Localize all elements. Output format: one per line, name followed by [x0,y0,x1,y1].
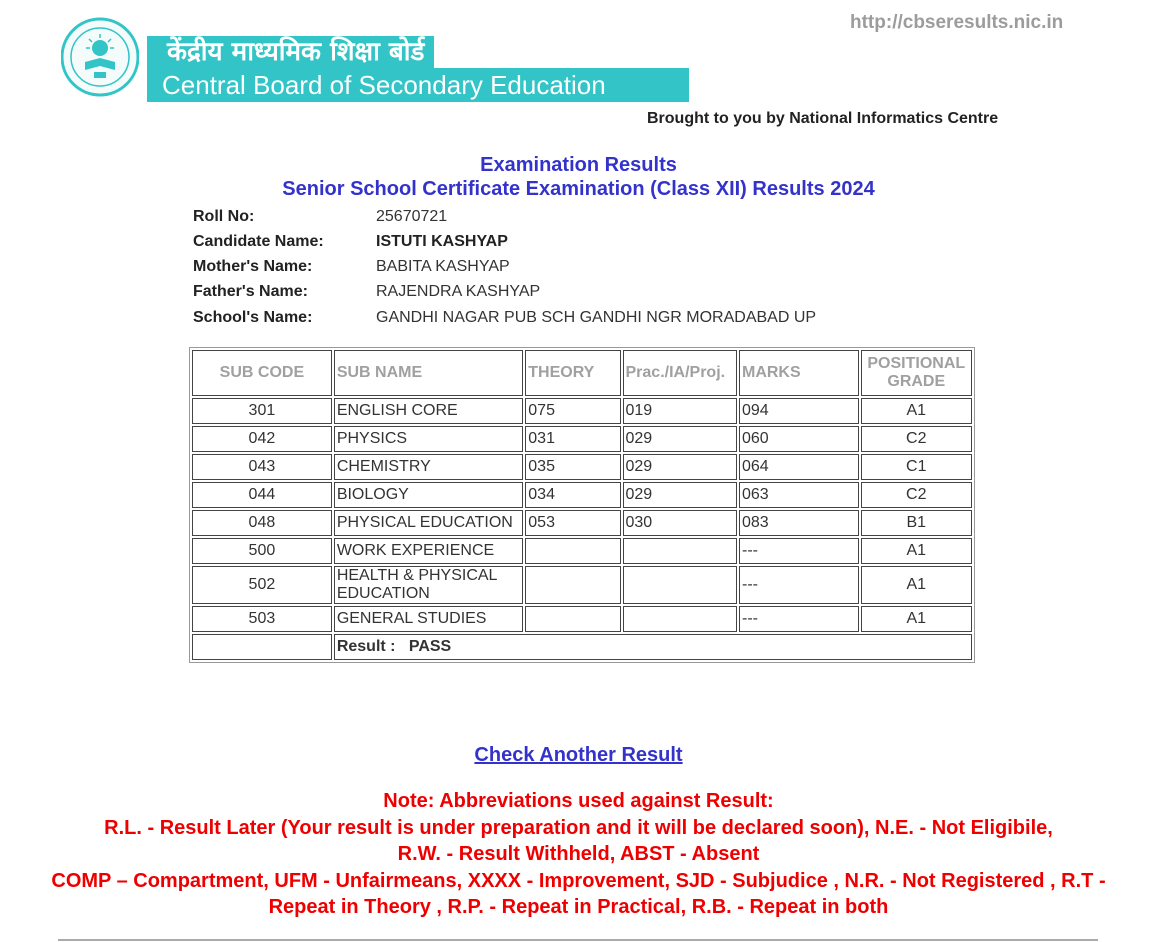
exam-subtitle: Senior School Certificate Examination (Class XII) Results 2024 [282,178,875,200]
empty-cell [192,634,332,660]
grade-cell: C2 [861,426,972,452]
candidate-name-label: Candidate Name: [193,233,324,250]
table-row [192,454,972,480]
sub-name-cell: GENERAL STUDIES [334,606,523,632]
marks-cell: 060 [739,426,859,452]
marks-cell: 094 [739,398,859,424]
theory-cell: 075 [525,398,620,424]
grade-cell: A1 [861,566,972,604]
practical-cell [623,566,737,604]
practical-cell: 029 [623,482,737,508]
practical-cell: 029 [623,454,737,480]
result-label: Result : [336,638,396,655]
candidate-name-value: ISTUTI KASHYAP [376,233,508,250]
grade-cell: A1 [861,606,972,632]
check-another-container [0,744,1157,767]
sub-name-cell: PHYSICS [334,426,523,452]
theory-cell: 034 [525,482,620,508]
cbse-emblem-icon [61,14,139,100]
practical-cell [623,538,737,564]
result-row [192,634,972,660]
header-sub-name: SUB NAME [334,350,523,396]
father-name-value: RAJENDRA KASHYAP [376,283,541,300]
theory-cell [525,566,620,604]
exam-title: Examination Results [480,154,677,176]
sub-name-cell: CHEMISTRY [334,454,523,480]
table-header-row [192,350,972,396]
theory-cell: 035 [525,454,620,480]
table-row [192,398,972,424]
sub-code-cell: 042 [192,426,332,452]
table-row [192,482,972,508]
sub-name-cell: BIOLOGY [334,482,523,508]
grade-cell: A1 [861,538,972,564]
result-value: PASS [408,638,452,655]
divider [58,939,1098,941]
note-line: COMP – Compartment, UFM - Unfairmeans, XXXX - Improvement, SJD - Subjudice , N.R. - Not Registered , R.T - Repeat in Theory , R.P. - Repeat in Practical, R.B. - Repeat in both [51,869,1106,918]
theory-cell [525,538,620,564]
english-title: Central Board of Secondary Education [147,68,689,102]
abbreviations-note [40,788,1117,921]
practical-cell: 019 [623,398,737,424]
marks-cell: --- [739,566,859,604]
marks-cell: 064 [739,454,859,480]
note-line: R.L. - Result Later (Your result is under preparation and it will be declared soon), N.E. - Not Eligibile, [104,816,1053,839]
note-line: Note: Abbreviations used against Result: [383,790,774,812]
sub-code-cell: 502 [192,566,332,604]
brought-by-text: Brought to you by National Informatics Centre [647,110,999,127]
marks-table [189,347,975,663]
father-name-label: Father's Name: [193,283,308,300]
result-cell [334,634,972,660]
sub-name-cell: ENGLISH CORE [334,398,523,424]
sub-code-cell: 043 [192,454,332,480]
grade-cell: C2 [861,482,972,508]
theory-cell [525,606,620,632]
practical-cell: 029 [623,426,737,452]
header-sub-code: SUB CODE [192,350,332,396]
header-marks: MARKS [739,350,859,396]
mother-name-value: BABITA KASHYAP [376,258,510,275]
note-line: R.W. - Result Withheld, ABST - Absent [397,843,760,865]
marks-cell: 083 [739,510,859,536]
site-url: http://cbseresults.nic.in [850,12,1064,33]
grade-cell: B1 [861,510,972,536]
table-row [192,538,972,564]
sub-name-cell: WORK EXPERIENCE [334,538,523,564]
sub-name-cell: PHYSICAL EDUCATION [334,510,523,536]
grade-cell: A1 [861,398,972,424]
school-name-label: School's Name: [193,309,313,326]
school-name-value: GANDHI NAGAR PUB SCH GANDHI NGR MORADABAD UP [376,309,817,326]
sub-code-cell: 301 [192,398,332,424]
header-theory: THEORY [525,350,620,396]
theory-cell: 053 [525,510,620,536]
marks-cell: --- [739,538,859,564]
table-row [192,566,972,604]
check-another-result-link[interactable]: Check Another Result [474,744,683,766]
sub-name-cell: HEALTH & PHYSICAL EDUCATION [334,566,523,604]
table-row [192,606,972,632]
table-row [192,426,972,452]
table-row [192,510,972,536]
practical-cell: 030 [623,510,737,536]
grade-cell: C1 [861,454,972,480]
sub-code-cell: 044 [192,482,332,508]
practical-cell [623,606,737,632]
theory-cell: 031 [525,426,620,452]
roll-value: 25670721 [376,208,448,225]
marks-cell: --- [739,606,859,632]
marks-cell: 063 [739,482,859,508]
sub-code-cell: 503 [192,606,332,632]
mother-name-label: Mother's Name: [193,258,313,275]
header-positional-grade: POSITIONAL GRADE [861,350,972,396]
header-practical: Prac./IA/Proj. [623,350,737,396]
sub-code-cell: 048 [192,510,332,536]
roll-label: Roll No: [193,208,255,225]
hindi-title: केंद्रीय माध्यमिक शिक्षा बोर्ड [147,36,434,68]
sub-code-cell: 500 [192,538,332,564]
